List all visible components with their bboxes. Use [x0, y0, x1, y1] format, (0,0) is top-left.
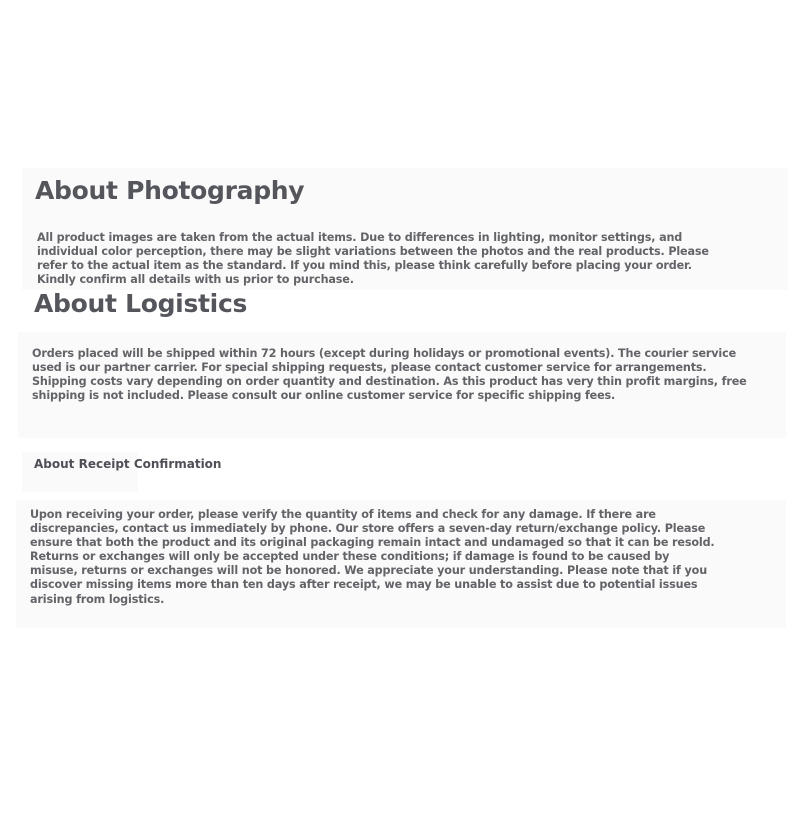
photography-title: About Photography [35, 176, 305, 205]
logistics-body: Orders placed will be shipped within 72 hours (except during holidays or promotional events). The courier service used is our partner carrier. For special shipping requests, please contact customer service for arrangements. Shipping costs vary depending on order quantity and destination. As this product has very thin profit margins, free shipping is not included. Please consult our online customer service for specific shipping fees. [32, 347, 747, 403]
receipt-title: About Receipt Confirmation [34, 457, 222, 471]
photography-body: All product images are taken from the actual items. Due to differences in lighting, monitor settings, and individual color perception, there may be slight variations between the photos and the real products. Please refer to the actual item as the standard. If you mind this, please think carefully before placing your order. Kindly confirm all details with us prior to purchase. [37, 231, 709, 287]
logistics-title: About Logistics [34, 289, 248, 318]
receipt-body: Upon receiving your order, please verify the quantity of items and check for any damage. If there are discrepancies, contact us immediately by phone. Our store offers a seven-day return/exchange policy. Please ensure that both the product and its original packaging remain intact and undamaged so that it can be resold. Returns or exchanges will only be accepted under these conditions; if damage is found to be caused by misuse, returns or exchanges will not be honored. We appreciate your understanding. Please note that if you discover missing items more than ten days after receipt, we may be unable to assist due to potential issues arising from logistics. [30, 508, 715, 606]
